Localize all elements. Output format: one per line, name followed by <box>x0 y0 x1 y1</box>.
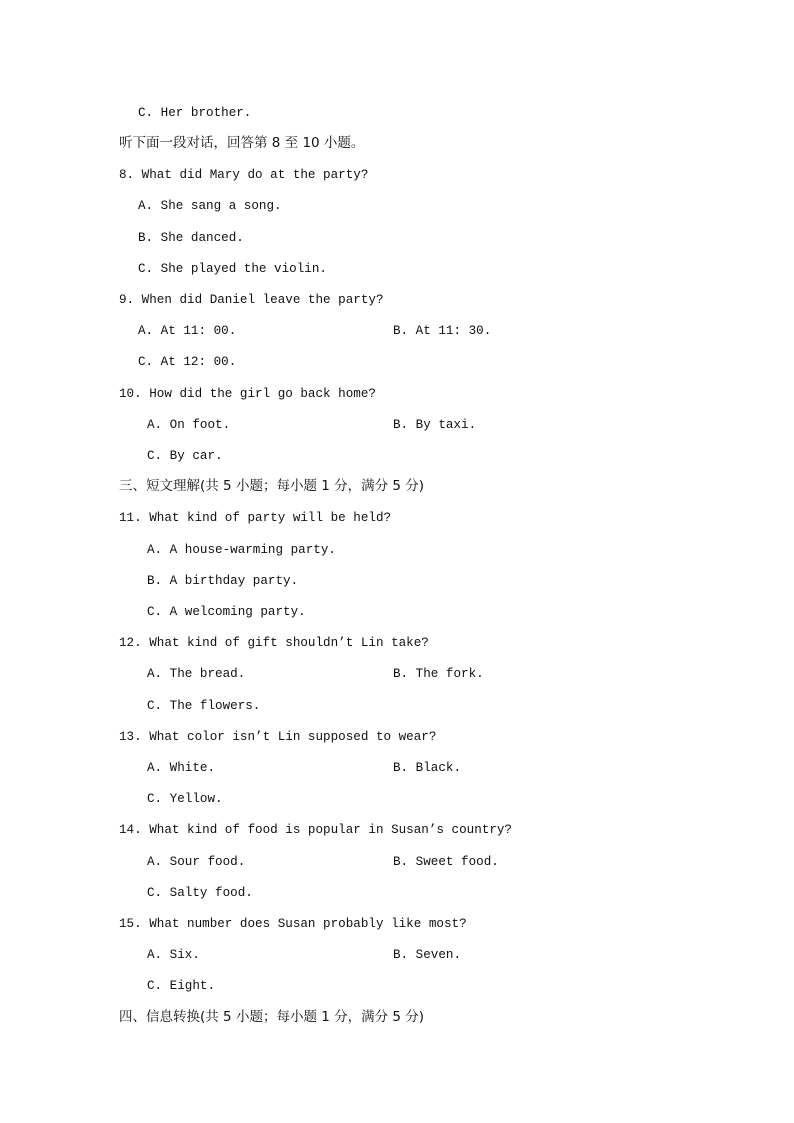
q14-option-b: B. Sweet food. <box>393 855 499 869</box>
q8-option-b: B. She danced. <box>138 231 244 245</box>
q8-option-a: A. She sang a song. <box>138 199 282 213</box>
q15-option-c: C. Eight. <box>147 979 216 993</box>
q9-option-b: B. At 11: 30. <box>393 324 492 338</box>
question-13: 13. What color isn’t Lin supposed to wear? <box>119 730 437 744</box>
question-12: 12. What kind of gift shouldn’t Lin take? <box>119 636 429 650</box>
q12-option-a: A. The bread. <box>147 667 246 681</box>
q15-option-a: A. Six. <box>147 948 200 962</box>
q14-option-a: A. Sour food. <box>147 855 246 869</box>
q8-option-c: C. She played the violin. <box>138 262 327 276</box>
q14-option-c: C. Salty food. <box>147 886 253 900</box>
q12-option-b: B. The fork. <box>393 667 484 681</box>
q15-option-b: B. Seven. <box>393 948 462 962</box>
q9-option-c: C. At 12: 00. <box>138 355 237 369</box>
question-14: 14. What kind of food is popular in Susan’s country? <box>119 823 512 837</box>
section-4-heading: 四、信息转换(共 5 小题；每小题 1 分，满分 5 分) <box>119 1009 425 1025</box>
q9-option-a: A. At 11: 00. <box>138 324 237 338</box>
q13-option-b: B. Black. <box>393 761 462 775</box>
q11-option-b: B. A birthday party. <box>147 574 299 588</box>
listening-instruction: 听下面一段对话，回答第 8 至 10 小题。 <box>119 135 365 151</box>
q11-option-c: C. A welcoming party. <box>147 605 306 619</box>
q10-option-b: B. By taxi. <box>393 418 477 432</box>
question-8: 8. What did Mary do at the party? <box>119 168 369 182</box>
q11-option-a: A. A house-warming party. <box>147 543 336 557</box>
question-11: 11. What kind of party will be held? <box>119 511 392 525</box>
q10-option-c: C. By car. <box>147 449 223 463</box>
question-9: 9. When did Daniel leave the party? <box>119 293 384 307</box>
q10-option-a: A. On foot. <box>147 418 231 432</box>
q13-option-a: A. White. <box>147 761 216 775</box>
q7-option-c: C. Her brother. <box>138 106 252 120</box>
section-3-heading: 三、短文理解(共 5 小题；每小题 1 分，满分 5 分) <box>119 478 425 494</box>
question-10: 10. How did the girl go back home? <box>119 387 376 401</box>
q13-option-c: C. Yellow. <box>147 792 223 806</box>
question-15: 15. What number does Susan probably like most? <box>119 917 467 931</box>
q12-option-c: C. The flowers. <box>147 699 261 713</box>
